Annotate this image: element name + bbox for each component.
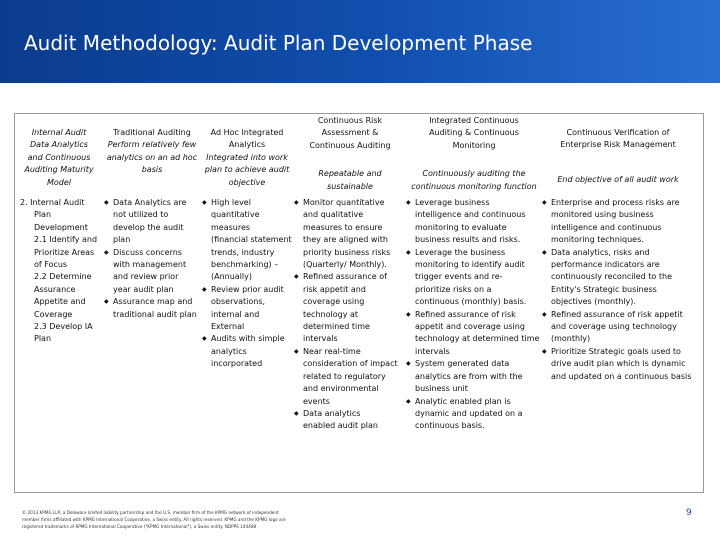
column-bullets <box>202 197 292 371</box>
bullet-line: intervals <box>303 334 338 344</box>
bullet-item <box>294 408 406 433</box>
bullet-item <box>406 309 542 359</box>
bullet-item <box>406 197 542 247</box>
bullet-line: ◆ Data analytics <box>303 408 361 418</box>
bullet-line: ◆ System generated data <box>415 359 510 369</box>
bullet-line: External <box>211 322 245 332</box>
bullet-line: technology at <box>303 309 359 319</box>
footer-line: registered trademarks of KPMG International Cooperative ("KPMG International"), a Swiss entity. NDPPS 144488 <box>22 524 257 530</box>
bullet-item <box>104 197 200 247</box>
column-description <box>104 139 200 176</box>
bullet-line: quantitative <box>211 210 260 220</box>
title-line: Traditional Auditing <box>113 128 191 137</box>
description-line: sustainable <box>327 181 373 191</box>
bullet-line: monitoring to evaluate <box>415 222 507 232</box>
bullet-line: intelligence and continuous <box>551 222 662 232</box>
bullet-line: ◆ Prioritize Strategic goals used to <box>551 346 681 356</box>
page-number: 9 <box>686 508 692 518</box>
column-header <box>294 115 406 193</box>
bullet-item <box>406 247 542 309</box>
bullet-line: traditional audit plan <box>113 309 197 319</box>
bullet-line: and coverage using technology <box>551 322 677 332</box>
description-line: analytics on an ad hoc <box>106 152 198 162</box>
bullet-item <box>406 358 542 395</box>
column-title <box>202 127 292 152</box>
bullet-line: they are aligned with <box>303 235 388 245</box>
bullet-line: not utilized to <box>113 210 169 220</box>
bullet-line: risk appetit and <box>303 284 366 294</box>
description-line: objective <box>228 177 266 187</box>
bullet-line: monitored using business <box>551 210 654 220</box>
description-line: Perform relatively few <box>107 140 197 150</box>
title-line: Ad Hoc Integrated <box>210 128 284 137</box>
footer-line: member firms affiliated with KPMG International Cooperative, a Swiss entity. All rights reserved. KPMG and the KPMG logo are <box>22 517 286 523</box>
bullet-line: ◆ Enterprise and process risks are <box>551 198 680 207</box>
row-label-header <box>16 127 102 189</box>
bullet-item <box>104 296 200 321</box>
title-bar <box>0 0 720 83</box>
bullet-line: year audit plan <box>113 284 174 294</box>
column-title <box>104 127 200 139</box>
bullet-line: intelligence and continuous <box>415 210 526 220</box>
row-label-line: Development <box>34 222 88 232</box>
header-line: Data Analytics <box>30 140 88 150</box>
bullet-line: and qualitative <box>303 210 364 220</box>
bullet-line: ◆ Data Analytics are <box>113 198 187 207</box>
bullet-line: determined time <box>303 322 370 332</box>
column-description <box>542 174 694 186</box>
bullet-line: ◆ Assurance map and <box>113 297 193 307</box>
bullet-line: measures to ensure <box>303 222 383 232</box>
column-header <box>542 127 694 186</box>
bullet-line: and review prior <box>113 272 179 282</box>
column-description <box>406 168 542 193</box>
description-line: basis <box>141 165 163 175</box>
column-header <box>104 127 200 177</box>
bullet-line: and updated on a continuous basis <box>551 371 692 381</box>
bullet-line: enabled audit plan <box>303 421 378 431</box>
bullet-line: priority business risks <box>303 247 391 257</box>
column-title <box>406 115 542 152</box>
bullet-line: technology at determined time <box>415 334 540 344</box>
column-title <box>542 127 694 152</box>
bullet-line: consideration of impact <box>303 359 398 369</box>
row-label-line: Plan <box>34 210 52 220</box>
column-header <box>406 115 542 193</box>
page-title: Audit Methodology: Audit Plan Development Phase <box>24 31 533 55</box>
bullet-line: measures <box>211 222 251 232</box>
bullet-line: analytics are from with the <box>415 371 523 381</box>
bullet-item <box>202 197 292 284</box>
bullet-line: ◆ Leverage the business <box>415 247 506 257</box>
description-line: Repeatable and <box>318 169 382 179</box>
bullet-line: analytics <box>211 346 247 356</box>
header-line: and Continuous <box>27 152 91 162</box>
title-line: Monitoring <box>452 140 496 150</box>
bullet-line: monitoring to identify audit <box>415 260 525 270</box>
row-label-line: Assurance <box>34 284 76 294</box>
title-line: Analytics <box>228 140 266 150</box>
bullet-line: (Annually) <box>211 272 253 282</box>
bullet-line: dynamic and updated on a <box>415 408 523 418</box>
bullet-line: ◆ Audits with simple <box>211 334 285 344</box>
bullet-item <box>542 247 694 309</box>
bullet-line: continuous (monthly) basis. <box>415 297 527 307</box>
bullet-line: and environmental <box>303 384 379 394</box>
bullet-line: (monthly) <box>551 334 591 344</box>
bullet-item <box>542 197 694 247</box>
bullet-line: trends, industry <box>211 247 275 257</box>
bullet-line: ◆ Monitor quantitative <box>303 198 385 207</box>
bullet-line: ◆ Refined assurance of <box>303 272 387 282</box>
title-line: Continuous Verification of <box>566 128 670 137</box>
description-line: plan to achieve audit <box>204 165 290 175</box>
column-description <box>202 152 292 189</box>
description-line: continuous monitoring function <box>411 181 537 191</box>
bullet-line: with management <box>113 260 187 270</box>
bullet-line: plan <box>113 235 131 245</box>
row-label-line: Prioritize Areas <box>34 247 95 257</box>
bullet-line: ◆ Review prior audit <box>211 284 284 294</box>
bullet-line: events <box>303 396 330 406</box>
description-line: Continuously auditing the <box>422 169 526 179</box>
bullet-line: incorporated <box>211 359 263 369</box>
title-line: Continuous Risk <box>317 116 383 125</box>
column-bullets <box>104 197 200 321</box>
title-line: Assessment & <box>321 128 379 138</box>
header-line: Model <box>46 177 72 187</box>
bullet-line: related to regulatory <box>303 371 386 381</box>
header-line: Internal Audit <box>31 128 87 137</box>
column-title <box>294 115 406 152</box>
bullet-item <box>406 396 542 433</box>
bullet-line: (financial statement <box>211 235 292 245</box>
bullet-line: (Quarterly/ Monthly). <box>303 260 387 270</box>
bullet-line: business results and risks. <box>415 235 521 245</box>
title-line: Auditing & Continuous <box>429 128 519 138</box>
title-line: Integrated Continuous <box>429 116 519 125</box>
bullet-line: continuously reconciled to the <box>551 272 672 282</box>
row-label-body <box>20 197 97 346</box>
bullet-item <box>104 247 200 297</box>
bullet-line: coverage using <box>303 297 365 307</box>
column-bullets <box>542 197 694 383</box>
bullet-item <box>202 284 292 334</box>
bullet-line: appetit and coverage using <box>415 322 525 332</box>
description-line: Integrated into work <box>206 152 288 162</box>
description-line: End objective of all audit work <box>557 174 679 184</box>
bullet-item <box>294 197 406 271</box>
bullet-line: ◆ Data analytics, risks and <box>551 247 650 257</box>
row-label-line: of Focus <box>34 260 68 270</box>
bullet-item <box>542 309 694 346</box>
bullet-line: prioritize risks on a <box>415 284 492 294</box>
column-bullets <box>406 197 542 433</box>
row-label-line: Plan <box>34 334 52 344</box>
bullet-line: ◆ High level <box>211 198 251 207</box>
title-line: Enterprise Risk Management <box>560 140 676 150</box>
column-header <box>202 127 292 189</box>
copyright-footer <box>22 509 286 531</box>
bullet-line: benchmarking) – <box>211 260 279 270</box>
title-line: Continuous Auditing <box>309 140 391 150</box>
bullet-item <box>294 271 406 345</box>
bullet-line: monitoring techniques. <box>551 235 644 245</box>
bullet-line: ◆ Refined assurance of risk appetit <box>551 309 683 319</box>
row-label-line: 2.1 Identify and <box>34 235 98 245</box>
bullet-line: performance indicators are <box>551 260 660 270</box>
bullet-line: observations, <box>211 297 266 307</box>
row-label-line: Appetite and <box>34 297 86 307</box>
bullet-line: continuous basis. <box>415 421 485 431</box>
bullet-line: trigger events and re- <box>415 272 503 282</box>
bullet-item <box>294 346 406 408</box>
bullet-line: ◆ Near real-time <box>303 346 361 356</box>
bullet-line: ◆ Discuss concerns <box>113 247 182 257</box>
header-line: Auditing Maturity <box>24 165 94 175</box>
bullet-line: internal and <box>211 309 260 319</box>
row-label-line: Coverage <box>34 309 73 319</box>
column-description <box>294 168 406 193</box>
bullet-line: drive audit plan which is dynamic <box>551 359 686 369</box>
bullet-line: business unit <box>415 384 468 394</box>
bullet-line: objectives (monthly). <box>551 297 636 307</box>
bullet-line: ◆ Analytic enabled plan is <box>415 396 511 406</box>
row-label-line: 2.3 Develop IA <box>34 322 93 332</box>
bullet-item <box>542 346 694 383</box>
column-bullets <box>294 197 406 433</box>
bullet-line: Entity's Strategic business <box>551 284 657 294</box>
row-label-line: 2. Internal Audit <box>20 198 85 207</box>
bullet-line: develop the audit <box>113 222 184 232</box>
bullet-line: ◆ Leverage business <box>415 198 490 207</box>
row-label-line: 2.2 Determine <box>34 272 92 282</box>
bullet-line: intervals <box>415 346 450 356</box>
footer-line: © 2013 KPMG LLP, a Delaware limited liability partnership and the U.S. member firm of the KPMG network of independent <box>22 510 279 515</box>
bullet-item <box>202 333 292 370</box>
bullet-line: ◆ Refined assurance of risk <box>415 309 516 319</box>
